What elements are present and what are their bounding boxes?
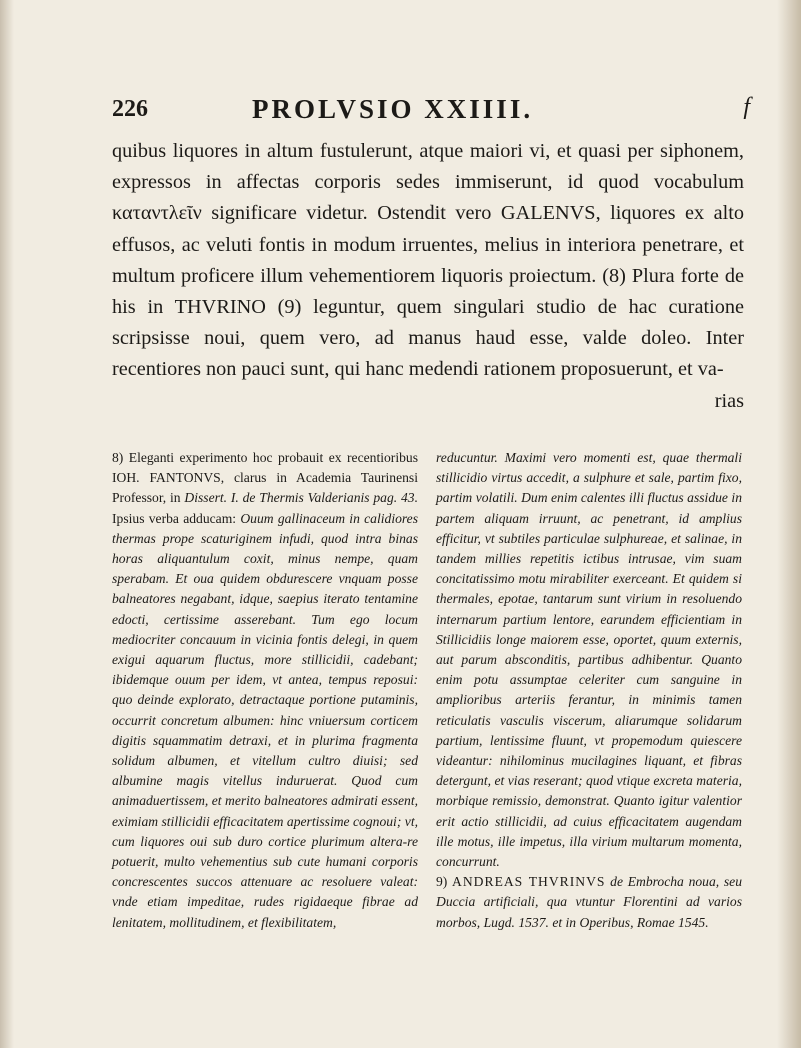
page-edge-right <box>777 0 801 1048</box>
footnote-8-continued: reducuntur. Maximi vero momenti est, quae thermali stillicidio virtus accedit, a sulphure et sale, partim fixo, partim volatili. Dum enim calentes illi fluctus assidue in partem aliquam irruunt, ac penetrant, id amplius efficitur, vt subtiles particulae sulphureae, et salinae, in tandem millies repetitis ictibus intrusae, vim suam concitatissimo motu mirabiliter exerceant. Et quidem si thermales, epotae, tantarum sunt virium in resoluendo internarum partium lentore, earundem efficientiam in Stillicidiis longe maiorem esse, oportet, quum externis, aut parum absconditis, partibus adhibentur. Quanto enim potu assumptae celeriter cum sanguine in amplioribus arteriis ferantur, in minimis tamen reticulatis vasculis viscerum, aliarumque solidarum partium, lentissime fluunt, vt propemodum quiescere videantur: nihilominus mucilagines liquant, et fibras detergunt, et vias reserant; quod vtique excreta materia, morbique remissio, demonstrat. Quanto igitur valentior erit actio stillicidii, ad cuius efficacitatem augendam ille motus, ille impetus, illa virium multarum momenta, concurrunt. <box>436 450 742 870</box>
footnote-9 <box>436 872 742 933</box>
footnote-8-intro: 8) Eleganti experimento hoc probauit ex recentioribus IOH. FANTONVS, clarus in Academia Taurinensi Professor, in <box>112 450 418 506</box>
footnote-8-citation: Dissert. I. de Thermis Valderianis pag. 43. <box>184 490 418 506</box>
footnote-column-right <box>436 448 742 933</box>
folio-mark: f <box>743 94 750 120</box>
footnote-8 <box>112 448 418 933</box>
main-text <box>112 136 744 417</box>
footnote-9-text: de Embrocha noua, seu Duccia artificiali, qua vtuntur Florentini ad varios morbos, Lugd. 1537. et in Operibus, Romae 1545. <box>436 874 742 930</box>
footnotes <box>112 448 752 988</box>
footnote-8-quote: Ouum gallinaceum in calidiores thermas prope scaturiginem infudi, quod intra binas horas aliquantulum coxit, minus nempe, quam sperabam. Et oua quidem obdurescere vnquam posse balneatores negabant, idque, saepius iterato tentamine edocti, certissime asserebant. Tum ego locum mediocriter concauum in vicinia fontis delegi, in quem exigui aquarum fluctus, more stillicidii, cadebant; ibidemque ouum per idem, vt antea, tempus reposui: quo deinde explorato, detractaque portione putaminis, occurrit concretum albumen: hinc vniuersum corticem digitis squammatim detraxi, et in plurima fragmenta solidum albumen, et vitellum cultro diuisi; sed albumine magis vitellus induruerat. Quod cum animaduertissem, et merito balneatores admirati essent, eximiam stillicidii efficacitatem apertissime cognoui; vt, cum liquores oui sub duro cortice plurimum altera-re potuerit, multo vehementius sub cute humani corporis concrescentes succos attenuare ac resoluere valeat: vnde etiam impeditae, rudes rigidaeque fibrae ad lenitatem, mollitudinem, et flexibilitatem, <box>112 510 418 930</box>
footnote-9-number: 9) <box>436 874 448 890</box>
footnote-8-lead: Ipsius verba adducam: <box>112 510 237 526</box>
running-header <box>112 94 750 128</box>
main-paragraph: quibus liquores in altum fustulerunt, atque maiori vi, et quasi per siphonem, expressos in affectas corporis sedes immiserunt, id quod vocabulum καταντλεῖν significare videtur. Ostendit vero GALENVS, liquores ex alto effusos, ac veluti fontis in modum irruentes, melius in interiora penetrare, et multum proficere illum vehementiorem liquoris proiectum. (8) Plura forte de his in THVRINO (9) leguntur, quem singulari studio de hac curatione scripsisse noui, quem vero, ad manus haud esse, valde doleo. Inter recentiores non pauci sunt, qui hanc medendi rationem proposuerunt, et va- <box>112 140 744 381</box>
footnote-9-author: ANDREAS THVRINVS <box>452 874 606 890</box>
catchword: rias <box>714 389 744 412</box>
footnote-column-left <box>112 448 418 933</box>
page-title: PROLVSIO XXIIII. <box>252 94 534 124</box>
page-edge-left <box>0 0 14 1048</box>
page-number: 226 <box>112 96 148 122</box>
